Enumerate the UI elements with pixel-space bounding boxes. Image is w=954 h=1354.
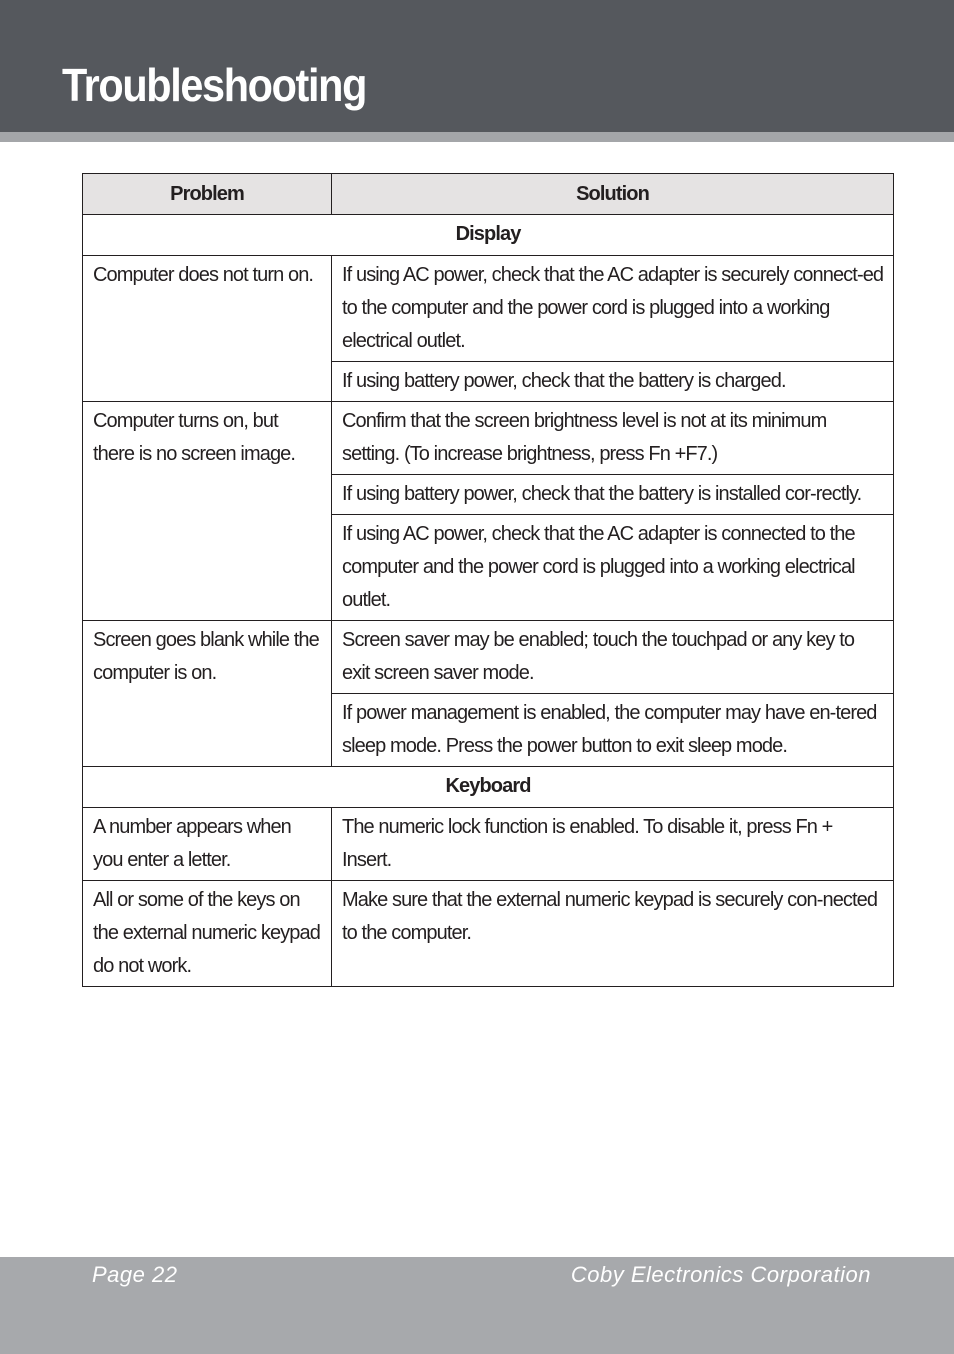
table-header-row [83, 174, 894, 215]
section-title-display: Display [83, 215, 894, 256]
section-title-keyboard: Keyboard [83, 767, 894, 808]
solution-cell: If using AC power, check that the AC adapter is connected to the computer and the power cord is plugged into a working electrical outlet. [332, 515, 894, 621]
page-number: Page 22 [92, 1262, 178, 1287]
column-header-solution: Solution [332, 174, 894, 215]
section-row [83, 767, 894, 808]
table-row [83, 808, 894, 881]
table-row [83, 256, 894, 362]
troubleshooting-table [82, 173, 894, 987]
solution-cell: Confirm that the screen brightness level is not at its minimum setting. (To increase brightness, press Fn +F7.) [332, 402, 894, 475]
page-title: Troubleshooting [62, 59, 367, 111]
header-divider [0, 132, 954, 142]
section-row [83, 215, 894, 256]
table-row [83, 881, 894, 987]
solution-cell: If power management is enabled, the computer may have en-tered sleep mode. Press the power button to exit sleep mode. [332, 694, 894, 767]
company-name: Coby Electronics Corporation [570, 1262, 871, 1287]
table-row [83, 621, 894, 694]
table-row [83, 402, 894, 475]
solution-cell: Make sure that the external numeric keypad is securely con-nected to the computer. [332, 881, 894, 987]
column-header-problem: Problem [83, 174, 332, 215]
problem-cell: All or some of the keys on the external numeric keypad do not work. [83, 881, 332, 987]
solution-cell: If using AC power, check that the AC adapter is securely connect-ed to the computer and the power cord is plugged into a working electrical outlet. [332, 256, 894, 362]
solution-cell: If using battery power, check that the battery is charged. [332, 362, 894, 402]
problem-cell: Computer turns on, but there is no screen image. [83, 402, 332, 621]
problem-cell: A number appears when you enter a letter. [83, 808, 332, 881]
problem-cell: Screen goes blank while the computer is on. [83, 621, 332, 767]
solution-cell: Screen saver may be enabled; touch the touchpad or any key to exit screen saver mode. [332, 621, 894, 694]
solution-cell: If using battery power, check that the battery is installed cor-rectly. [332, 475, 894, 515]
problem-cell: Computer does not turn on. [83, 256, 332, 402]
solution-cell: The numeric lock function is enabled. To disable it, press Fn + Insert. [332, 808, 894, 881]
